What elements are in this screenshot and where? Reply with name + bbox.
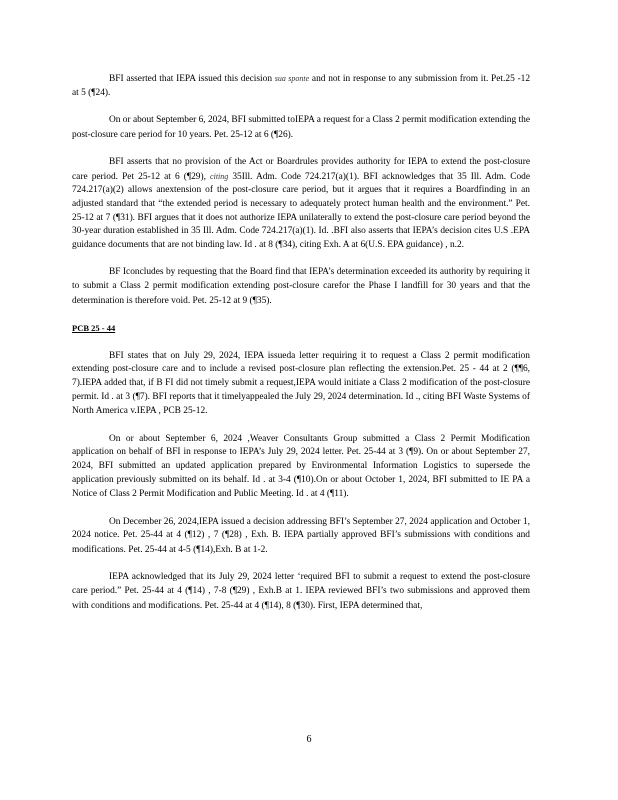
paragraph (72, 114, 530, 142)
paragraph-text: On or about September 6, 2024, BFI submitted toIEPA a request for a Class 2 permit modification extending the post-closure care period for 10 years. Pet. 25-12 at 6 (¶26). (72, 114, 530, 140)
paragraph (72, 433, 530, 503)
paragraph-text: IEPA acknowledged that its July 29, 2024 letter ‘required BFI to submit a request to extend the post-closure care period.” Pet. 25-44 at 4 (¶14) , 7-8 (¶29) , Exh.B at 1. IEPA reviewed BFI’s two submissions and approved them with conditions and modifications. Pet. 25-44 at 4 (¶14), 8 (¶30). First, IEPA determined that, (72, 572, 530, 611)
paragraph (72, 156, 530, 253)
page-body (72, 72, 530, 627)
paragraph-text: BF Iconcludes by requesting that the Board find that IEPA’s determination exceeded its authority by requiring it to submit a Class 2 permit modification extending post-closure carefor the Phase I landfill for 30 years and that the determination is therefore void. Pet. 25-12 at 9 (¶35). (72, 267, 530, 306)
paragraph-text: and not in response to any submission from it. Pet.25 -12 at 5 (¶24). (72, 74, 531, 98)
paragraph (72, 571, 530, 613)
paragraph-text: BFI asserted that IEPA issued this decision (109, 74, 275, 84)
paragraph-emphasis: citing (210, 171, 229, 181)
paragraph (72, 350, 530, 420)
paragraph (72, 72, 530, 100)
paragraph-text: On or about September 6, 2024 ,Weaver Consultants Group submitted a Class 2 Permit Modification application on behalf of BFI in response to IEPA’s July 29, 2024 letter. Pet. 25-44 at 3 (¶9). On or about September 27, 2024, BFI submitted an updated application prepared by Environmental Information Logistics to supersede the application previously submitted on its behalf. Id . at 3-4 (¶10).On or about October 1, 2024, BFI submitted to IE PA a Notice of Class 2 Permit Modification and Public Meeting. Id . at 4 (¶11). (72, 433, 530, 500)
page-number: 6 (306, 734, 312, 745)
paragraph-text: On December 26, 2024,IEPA issued a decision addressing BFI’s September 27, 2024 application and October 1, 2024 notice. Pet. 25-44 at 4 (¶12) , 7 (¶28) , Exh. B. IEPA partially approved BFI’s submissions with conditions and modifications. Pet. 25-44 at 4-5 (¶14),Exh. B at 1-2. (72, 516, 530, 555)
paragraph-text: BFI asserts that no provision of the Act or Boardrules provides authority for IEPA to extend the post-closure care period. Pet 25-12 at 6 (¶29), (72, 156, 530, 182)
paragraph (72, 516, 530, 558)
section-heading: PCB 25 - 44 (72, 322, 116, 333)
paragraph-text: 35Ill. Adm. Code 724.217(a)(1). BFI acknowledges that 35 Ill. Adm. Code 724.217(a)(2) allows anextension of the post-closure care period, but it argues that it requires a Boardfinding in an adjusted standard that “the extended period is necessary to adequately protect human health and the environment.” Pet. 25-12 at 7 (¶31). BFI argues that it does not authorize IEPA unilaterally to extend the post-closure care period beyond the 30-year duration established in 35 Ill. Adm. Code 724.217(a)(1). Id. .BFI also asserts that IEPA’s decision cites U.S .EPA guidance documents that are not binding law. Id . at 8 (¶34), citing Exh. A at 6(U.S. EPA guidance) , n.2. (72, 171, 530, 251)
paragraph (72, 266, 530, 308)
paragraph-text: BFI states that on July 29, 2024, IEPA issueda letter requiring it to request a Class 2 permit modification extending post-closure care and to include a revised post-closure plan reflecting the extension.Pet. 25 - 44 at 2 (¶¶6, 7).IEPA added that, if B FI did not timely submit a request,IEPA would initiate a Class 2 modification of the post-closure permit. Id . at 3 (¶7). BFI reports that it timelyappealed the July 29, 2024 determination. Id ., citing BFI Waste Systems of North America v.IEPA , PCB 25-12. (72, 350, 530, 417)
paragraph-emphasis: sua sponte (274, 74, 310, 83)
